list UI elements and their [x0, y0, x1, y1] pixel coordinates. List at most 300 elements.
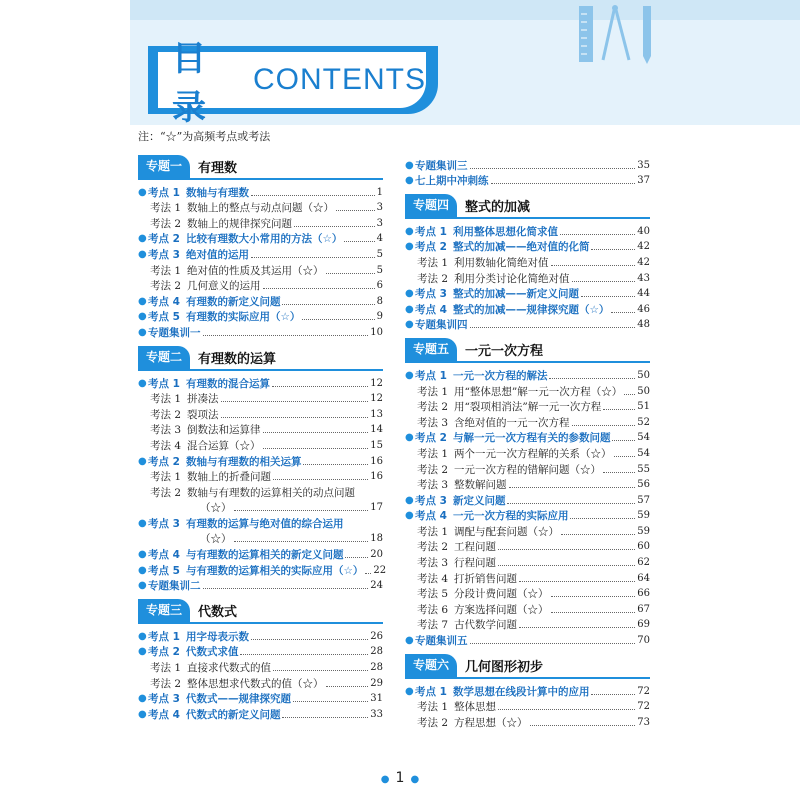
toc-entry-text: 数轴上的折叠问题 — [187, 471, 272, 484]
toc-page-number: 13 — [370, 408, 383, 420]
toc-page-number: 5 — [376, 264, 383, 276]
toc-page-number: 55 — [637, 463, 650, 475]
toc-entry[interactable] — [405, 157, 650, 173]
toc-entry-label: 考法 1 — [417, 525, 449, 538]
toc-page-number: 15 — [370, 439, 383, 451]
section-title: 有理数的运算 — [198, 351, 277, 367]
toc-entry-text: 专题集训三 — [415, 159, 468, 172]
toc-page-number: 69 — [637, 619, 650, 631]
toc-page-number: 28 — [370, 662, 383, 674]
dot-leader — [302, 319, 374, 320]
toc-entry[interactable] — [138, 706, 383, 722]
toc-entry-text: 数轴与有理数 — [185, 186, 249, 199]
bullet-icon: ● — [138, 708, 147, 720]
toc-page-number: 72 — [637, 685, 650, 697]
toc-entry[interactable] — [138, 644, 383, 660]
toc-entry-label: 考法 2 — [417, 272, 449, 285]
toc-entry[interactable] — [138, 546, 383, 562]
toc-entry-text: 调配与配套问题（☆） — [454, 525, 560, 538]
toc-entry-label: 考点 4 — [148, 549, 180, 562]
toc-entry-text: 整体思想 — [454, 701, 497, 714]
toc-entry-text: 与解一元一次方程有关的参数问题 — [452, 432, 611, 445]
bullet-icon: ● — [405, 175, 414, 187]
dot-leader — [470, 327, 636, 328]
toc-page-number: 73 — [637, 716, 650, 728]
toc-entry[interactable] — [405, 223, 650, 239]
toc-entry-text: 两个一元一次方程解的关系（☆） — [454, 447, 612, 460]
toc-entry-text: 数轴与有理数的运算相关的动点问题 — [187, 486, 356, 499]
toc-subentry[interactable] — [138, 262, 383, 278]
toc-entry-text: 一元一次方程的实际应用 — [452, 510, 569, 523]
dot-leader — [591, 694, 635, 695]
toc-entry[interactable] — [405, 632, 650, 648]
toc-entry-text: 七上期中冲刺练 — [415, 175, 489, 188]
section-header[interactable] — [405, 194, 650, 219]
dot-leader — [561, 534, 635, 535]
toc-subentry[interactable] — [405, 445, 650, 461]
dot-leader — [498, 565, 635, 566]
toc-entry-text: 与有理数的运算相关的新定义问题 — [185, 549, 344, 562]
toc-subentry[interactable] — [405, 554, 650, 570]
section-tag: 专题五 — [405, 338, 457, 361]
dot-leader — [498, 709, 635, 710]
dot-leader — [221, 401, 369, 402]
dot-leader — [273, 670, 368, 671]
dot-icon: ● — [410, 774, 420, 785]
dot-leader — [624, 394, 635, 395]
toc-entry-label: 考法 5 — [417, 588, 449, 601]
toc-entry-text: 数轴上的整点与动点问题（☆） — [187, 202, 335, 215]
toc-entry-text: 裂项法 — [187, 408, 219, 421]
toc-entry[interactable] — [405, 430, 650, 446]
bullet-icon: ● — [405, 635, 414, 647]
toc-entry-text: （☆） — [200, 502, 232, 515]
toc-entry-label: 考法 3 — [150, 424, 182, 437]
toc-entry-text: 利用数轴化简绝对值 — [454, 256, 549, 269]
toc-page-number: 8 — [376, 295, 383, 307]
dot-leader — [549, 378, 635, 379]
bullet-icon: ● — [405, 241, 414, 253]
toc-entry-label: 考法 3 — [417, 557, 449, 570]
toc-entry-continuation[interactable] — [138, 531, 383, 547]
contents-title-box — [148, 39, 438, 128]
page-title: 目录 — [172, 39, 208, 128]
toc-page-number: 59 — [637, 510, 650, 522]
section-gap — [405, 730, 650, 736]
toc-page-number: 37 — [637, 175, 650, 187]
toc-entry-text: 方案选择问题（☆） — [454, 603, 549, 616]
toc-entry-label: 考法 1 — [150, 471, 182, 484]
bullet-icon: ● — [405, 494, 414, 506]
section-header[interactable] — [405, 654, 650, 679]
toc-entry-label: 考点 5 — [148, 564, 180, 577]
toc-page-number: 51 — [637, 401, 650, 413]
toc-entry-label: 考法 2 — [417, 541, 449, 554]
toc-entry-text: 代数式求值 — [185, 646, 239, 659]
toc-entry[interactable] — [138, 231, 383, 247]
dot-leader — [234, 510, 369, 511]
dot-leader — [603, 409, 635, 410]
toc-entry-text: 整体思想求代数式的值（☆） — [187, 677, 324, 690]
toc-entry-text: 绝对值的运用 — [185, 248, 249, 261]
toc-page-number: 12 — [370, 393, 383, 405]
dot-leader — [221, 417, 369, 418]
toc-entry-label: 考法 1 — [417, 447, 449, 460]
toc-subentry[interactable] — [405, 699, 650, 715]
toc-page-number: 24 — [370, 580, 383, 592]
toc-entry[interactable] — [405, 367, 650, 383]
section-header[interactable] — [138, 599, 383, 624]
bullet-icon: ● — [405, 319, 414, 331]
bullet-icon: ● — [138, 630, 147, 642]
toc-subentry[interactable] — [138, 215, 383, 231]
toc-entry[interactable] — [405, 286, 650, 302]
toc-page-number: 42 — [637, 241, 650, 253]
dot-leader — [344, 241, 374, 242]
toc-subentry[interactable] — [138, 391, 383, 407]
toc-page-number: 48 — [637, 319, 650, 331]
toc-entry-label: 考点 3 — [148, 517, 180, 530]
toc-entry[interactable] — [138, 324, 383, 340]
toc-entry-label: 考点 1 — [148, 630, 180, 643]
toc-entry-text: 与有理数的运算相关的实际应用（☆） — [185, 564, 364, 577]
toc-entry-text: 一元一次方程的错解问题（☆） — [454, 463, 602, 476]
toc-subentry[interactable] — [138, 659, 383, 675]
bullet-icon: ● — [405, 159, 414, 171]
dot-leader — [263, 432, 369, 433]
dot-leader — [572, 425, 636, 426]
page-footer — [360, 770, 440, 786]
toc-entry-label: 考法 1 — [150, 264, 182, 277]
section-tag: 专题四 — [405, 194, 457, 217]
toc-entry-text: 用“裂项相消法”解一元一次方程 — [454, 401, 602, 414]
toc-entry[interactable] — [405, 239, 650, 255]
toc-entry-label: 考点 1 — [415, 685, 447, 698]
toc-entry-text: 用“整体思想”解一元一次方程（☆） — [454, 385, 623, 398]
toc-subentry[interactable] — [405, 270, 650, 286]
toc-entry[interactable] — [405, 683, 650, 699]
bullet-icon: ● — [138, 564, 147, 576]
dot-leader — [203, 335, 369, 336]
toc-entry-text: 专题集训一 — [148, 326, 201, 339]
toc-entry-text: 行程问题 — [454, 557, 497, 570]
toc-entry-text: 古代数学问题 — [454, 619, 518, 632]
toc-subentry[interactable] — [405, 570, 650, 586]
toc-entry-label: 考法 6 — [417, 603, 449, 616]
dot-leader — [560, 234, 635, 235]
toc-page-number: 46 — [637, 303, 650, 315]
bullet-icon: ● — [405, 303, 414, 315]
toc-entry[interactable] — [138, 453, 383, 469]
toc-subentry[interactable] — [405, 586, 650, 602]
bullet-icon: ● — [405, 510, 414, 522]
toc-page-number: 1 — [376, 186, 383, 198]
dot-leader — [603, 472, 635, 473]
dot-leader — [251, 639, 368, 640]
toc-entry[interactable] — [405, 173, 650, 189]
toc-entry-text: 比较有理数大小常用的方法（☆） — [185, 233, 343, 246]
dot-leader — [203, 588, 369, 589]
toc-subentry[interactable] — [138, 437, 383, 453]
toc-entry-text: 倒数法和运算律 — [187, 424, 261, 437]
bullet-icon: ● — [138, 186, 147, 198]
toc-entry[interactable] — [405, 301, 650, 317]
toc-page-number: 50 — [637, 385, 650, 397]
toc-page-number: 40 — [637, 225, 650, 237]
dot-leader — [572, 281, 636, 282]
toc-entry-text: 利用整体思想化简求值 — [452, 225, 558, 238]
toc-subentry[interactable] — [405, 461, 650, 477]
toc-entry-label: 考法 1 — [417, 701, 449, 714]
bullet-icon: ● — [405, 432, 414, 444]
toc-entry[interactable] — [138, 628, 383, 644]
section-title: 一元一次方程 — [465, 344, 544, 360]
toc-entry-label: 考法 1 — [150, 393, 182, 406]
dot-leader — [551, 596, 636, 597]
toc-page-number: 17 — [370, 502, 383, 514]
toc-entry-text: 专题集训四 — [415, 319, 468, 332]
dot-leader — [614, 456, 636, 457]
banner-band — [130, 0, 800, 20]
dot-leader — [551, 612, 636, 613]
toc-entry-text: 用字母表示数 — [185, 630, 249, 643]
toc-subentry[interactable] — [138, 200, 383, 216]
toc-subentry[interactable] — [405, 714, 650, 730]
toc-subentry[interactable] — [138, 422, 383, 438]
section-header[interactable] — [138, 155, 383, 180]
toc-entry-label: 考法 2 — [150, 677, 182, 690]
toc-right-column — [405, 157, 650, 736]
toc-entry[interactable] — [138, 309, 383, 325]
toc-entry-text: 代数式——规律探究题 — [185, 693, 291, 706]
toc-entry-text: 整式的加减——绝对值的化简 — [452, 241, 590, 254]
section-gap — [138, 722, 383, 728]
toc-page-number: 3 — [376, 202, 383, 214]
page-number: 1 — [395, 770, 405, 786]
toc-entry-label: 考法 2 — [417, 716, 449, 729]
dot-leader — [519, 627, 635, 628]
toc-entry-text: 有理数的新定义问题 — [185, 295, 281, 308]
bullet-icon: ● — [138, 646, 147, 658]
toc-entry-continuation[interactable] — [138, 500, 383, 516]
toc-subentry[interactable] — [405, 414, 650, 430]
toc-entry-text: 整数解问题 — [454, 479, 507, 492]
toc-entry-label: 考点 2 — [148, 233, 180, 246]
legend-note: 注：“☆”为高频考点或考法 — [138, 130, 271, 143]
toc-entry[interactable] — [138, 515, 383, 531]
section-header[interactable] — [138, 346, 383, 371]
bullet-icon: ● — [138, 311, 147, 323]
bullet-icon: ● — [138, 295, 147, 307]
toc-entry[interactable] — [138, 691, 383, 707]
dot-leader — [303, 464, 368, 465]
toc-entry-text: 新定义问题 — [452, 494, 506, 507]
bullet-icon: ● — [405, 225, 414, 237]
section-header[interactable] — [405, 338, 650, 363]
toc-subentry[interactable] — [138, 278, 383, 294]
toc-page-number: 62 — [637, 557, 650, 569]
toc-page-number: 43 — [637, 272, 650, 284]
toc-entry-text: 数轴上的规律探究问题 — [187, 217, 293, 230]
bullet-icon: ● — [138, 580, 147, 592]
toc-entry-text: 数学思想在线段计算中的应用 — [452, 685, 590, 698]
toc-entry-label: 考法 2 — [417, 401, 449, 414]
dot-leader — [345, 557, 368, 558]
toc-entry-text: 专题集训五 — [415, 635, 468, 648]
toc-subentry[interactable] — [138, 469, 383, 485]
bullet-icon: ● — [138, 517, 147, 529]
toc-subentry[interactable] — [405, 477, 650, 493]
toc-entry-text: 一元一次方程的解法 — [452, 369, 548, 382]
dot-leader — [570, 518, 635, 519]
toc-subentry[interactable] — [138, 484, 383, 500]
toc-page-number: 9 — [376, 311, 383, 323]
toc-page-number: 60 — [637, 541, 650, 553]
toc-entry-label: 考法 1 — [417, 385, 449, 398]
section-tag: 专题二 — [138, 346, 190, 369]
toc-entry[interactable] — [138, 246, 383, 262]
toc-subentry[interactable] — [405, 601, 650, 617]
toc-entry[interactable] — [405, 508, 650, 524]
toc-entry-label: 考法 1 — [150, 202, 182, 215]
toc-entry-label: 考法 2 — [150, 408, 182, 421]
toc-page-number: 64 — [637, 572, 650, 584]
dot-leader — [470, 168, 636, 169]
toc-subentry[interactable] — [405, 383, 650, 399]
dot-leader — [251, 195, 375, 196]
toc-subentry[interactable] — [138, 406, 383, 422]
dot-leader — [234, 541, 369, 542]
toc-page-number: 57 — [637, 494, 650, 506]
toc-entry-text: 方程思想（☆） — [454, 716, 528, 729]
toc-page-number: 72 — [637, 701, 650, 713]
bullet-icon: ● — [138, 233, 147, 245]
toc-page-number: 22 — [373, 564, 387, 576]
dot-leader — [240, 654, 368, 655]
dot-leader — [551, 265, 636, 266]
toc-entry-label: 考点 2 — [148, 455, 180, 468]
toc-entry-text: 整式的加减——新定义问题 — [452, 288, 579, 301]
toc-entry-text: 拼凑法 — [187, 393, 219, 406]
toc-entry-label: 考法 2 — [150, 280, 182, 293]
toc-entry[interactable] — [138, 375, 383, 391]
toc-entry-label: 考点 2 — [148, 646, 180, 659]
toc-entry-label: 考法 3 — [417, 479, 449, 492]
toc-page-number: 26 — [370, 630, 383, 642]
toc-page-number: 16 — [370, 455, 383, 467]
toc-subentry[interactable] — [405, 523, 650, 539]
dot-leader — [282, 304, 374, 305]
toc-page-number: 44 — [637, 288, 650, 300]
dot-leader — [507, 503, 635, 504]
section-tag: 专题六 — [405, 654, 457, 677]
dot-leader — [611, 312, 635, 313]
toc-entry-label: 考点 1 — [415, 225, 447, 238]
toc-entry-text: 几何意义的运用 — [187, 280, 261, 293]
bullet-icon: ● — [405, 369, 414, 381]
toc-entry-text: 分段计费问题（☆） — [454, 588, 549, 601]
bullet-icon: ● — [138, 693, 147, 705]
toc-entry-label: 考点 1 — [148, 377, 180, 390]
toc-page-number: 20 — [370, 549, 383, 561]
dot-leader — [336, 210, 375, 211]
bullet-icon: ● — [405, 288, 414, 300]
toc-entry-text: 工程问题 — [454, 541, 497, 554]
drafting-tools-icon — [575, 4, 665, 64]
toc-entry-label: 考点 3 — [148, 693, 180, 706]
toc-page-number: 59 — [637, 525, 650, 537]
bullet-icon: ● — [138, 248, 147, 260]
toc-page-number: 3 — [376, 217, 383, 229]
toc-subentry[interactable] — [138, 675, 383, 691]
toc-entry-label: 考点 5 — [148, 311, 180, 324]
toc-subentry[interactable] — [405, 254, 650, 270]
dot-leader — [591, 249, 635, 250]
toc-subentry[interactable] — [405, 399, 650, 415]
toc-page-number: 12 — [370, 377, 383, 389]
toc-entry[interactable] — [138, 293, 383, 309]
toc-entry-text: 利用分类讨论化简绝对值 — [454, 272, 570, 285]
dot-leader — [612, 440, 635, 441]
dot-leader — [530, 725, 636, 726]
toc-entry-label: 考点 3 — [148, 248, 180, 261]
bullet-icon: ● — [138, 549, 147, 561]
section-tag: 专题三 — [138, 599, 190, 622]
toc-entry-text: 混合运算（☆） — [187, 439, 261, 452]
dot-leader — [263, 288, 375, 289]
dot-leader — [498, 549, 635, 550]
toc-entry[interactable] — [138, 562, 387, 578]
toc-entry-label: 考点 4 — [415, 303, 447, 316]
toc-entry-text: 整式的加减——规律探究题（☆） — [452, 303, 610, 316]
toc-page-number: 14 — [370, 424, 383, 436]
toc-entry-text: 含绝对值的一元一次方程 — [454, 416, 570, 429]
toc-subentry[interactable] — [405, 617, 650, 633]
dot-leader — [293, 701, 368, 702]
toc-entry-label: 考点 4 — [148, 708, 180, 721]
toc-entry[interactable] — [405, 492, 650, 508]
toc-page-number: 6 — [376, 280, 383, 292]
toc-entry-label: 考法 7 — [417, 619, 449, 632]
section-title: 有理数 — [198, 161, 238, 176]
section-title: 几何图形初步 — [465, 660, 544, 676]
toc-entry-label: 考法 4 — [150, 439, 182, 452]
dot-leader — [509, 487, 636, 488]
toc-entry-label: 考点 2 — [415, 432, 447, 445]
dot-leader — [470, 643, 636, 644]
toc-entry-text: 直接求代数式的值 — [187, 662, 272, 675]
toc-entry[interactable] — [138, 578, 383, 594]
toc-entry[interactable] — [405, 317, 650, 333]
toc-entry[interactable] — [138, 184, 383, 200]
toc-entry-label: 考法 4 — [417, 572, 449, 585]
toc-subentry[interactable] — [405, 539, 650, 555]
toc-entry-label: 考法 1 — [417, 256, 449, 269]
bullet-icon: ● — [138, 326, 147, 338]
toc-page-number: 56 — [637, 479, 650, 491]
dot-leader — [581, 296, 635, 297]
toc-entry-label: 考点 4 — [148, 295, 180, 308]
dot-leader — [273, 479, 368, 480]
toc-page-number: 28 — [370, 646, 383, 658]
toc-page-number: 42 — [637, 256, 650, 268]
dot-leader — [365, 573, 371, 574]
toc-entry-label: 考点 1 — [415, 369, 447, 382]
toc-entry-text: 打折销售问题 — [454, 572, 518, 585]
dot-leader — [326, 273, 375, 274]
dot-leader — [326, 686, 369, 687]
toc-entry-text: 有理数的混合运算 — [185, 377, 270, 390]
